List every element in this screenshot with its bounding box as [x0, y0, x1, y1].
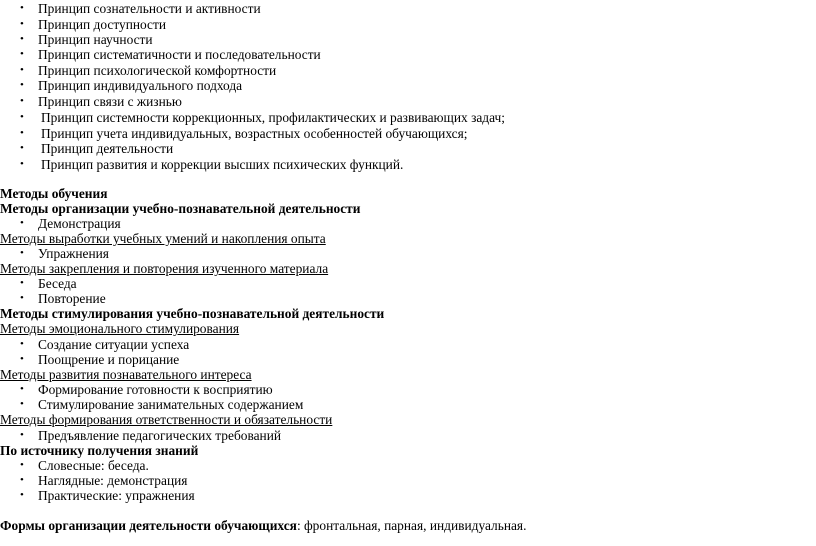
method-text: Демонстрация [38, 216, 121, 231]
bullet-icon: • [20, 2, 24, 14]
method-text: Повторение [38, 291, 106, 306]
principle-text: Принцип индивидуального подхода [38, 78, 243, 93]
bullet-icon: • [20, 33, 24, 45]
subgroup-heading: Методы эмоционального стимулирования [0, 321, 240, 336]
method-text: Практические: упражнения [38, 488, 195, 503]
forms-value: : фронтальная, парная, индивидуальная. [296, 518, 527, 533]
method-text: Беседа [38, 276, 77, 291]
bullet-icon: • [20, 474, 24, 486]
principle-text: Принцип системности коррекционных, профилактических и развивающих задач; [41, 110, 505, 125]
principle-text: Принцип научности [38, 32, 153, 47]
methods-heading: Методы обучения [0, 186, 108, 201]
bullet-icon: • [20, 142, 24, 154]
bullet-icon: • [20, 18, 24, 30]
principle-text: Принцип учета индивидуальных, возрастных особенностей обучающихся; [41, 126, 468, 141]
group-heading: Методы организации учебно-познавательной деятельности [0, 201, 361, 216]
bullet-icon: • [20, 459, 24, 471]
method-text: Поощрение и порицание [38, 352, 180, 367]
bullet-icon: • [20, 127, 24, 139]
bullet-icon: • [20, 383, 24, 395]
group-heading: По источнику получения знаний [0, 443, 199, 458]
method-text: Формирование готовности к восприятию [38, 382, 273, 397]
principle-text: Принцип доступности [38, 17, 167, 32]
principle-text: Принцип сознательности и активности [38, 1, 261, 16]
subgroup-heading: Методы развития познавательного интереса [0, 367, 252, 382]
bullet-icon: • [20, 338, 24, 350]
principle-text: Принцип деятельности [41, 141, 174, 156]
bullet-icon: • [20, 353, 24, 365]
bullet-icon: • [20, 429, 24, 441]
method-text: Словесные: беседа. [38, 458, 149, 473]
group-heading: Методы стимулирования учебно-познавательной деятельности [0, 306, 385, 321]
bullet-icon: • [20, 277, 24, 289]
forms-label: Формы организации деятельности обучающихся [0, 518, 297, 533]
method-text: Упражнения [38, 246, 109, 261]
principle-text: Принцип систематичности и последовательности [38, 47, 321, 62]
principle-text: Принцип связи с жизнью [38, 94, 182, 109]
bullet-icon: • [20, 48, 24, 60]
bullet-icon: • [20, 95, 24, 107]
subgroup-heading: Методы закрепления и повторения изученного материала [0, 261, 329, 276]
principle-text: Принцип психологической комфортности [38, 63, 277, 78]
bullet-icon: • [20, 489, 24, 501]
subgroup-heading: Методы выработки учебных умений и накопления опыта [0, 231, 326, 246]
bullet-icon: • [20, 217, 24, 229]
bullet-icon: • [20, 64, 24, 76]
bullet-icon: • [20, 292, 24, 304]
method-text: Предъявление педагогических требований [38, 428, 282, 443]
method-text: Стимулирование занимательных содержанием [38, 397, 304, 412]
bullet-icon: • [20, 111, 24, 123]
method-text: Создание ситуации успеха [38, 337, 190, 352]
forms-paragraph [0, 518, 526, 533]
bullet-icon: • [20, 79, 24, 91]
bullet-icon: • [20, 247, 24, 259]
method-text: Наглядные: демонстрация [38, 473, 188, 488]
subgroup-heading: Методы формирования ответственности и обязательности [0, 412, 333, 427]
bullet-icon: • [20, 158, 24, 170]
principle-text: Принцип развития и коррекции высших психических функций. [41, 157, 404, 172]
bullet-icon: • [20, 398, 24, 410]
